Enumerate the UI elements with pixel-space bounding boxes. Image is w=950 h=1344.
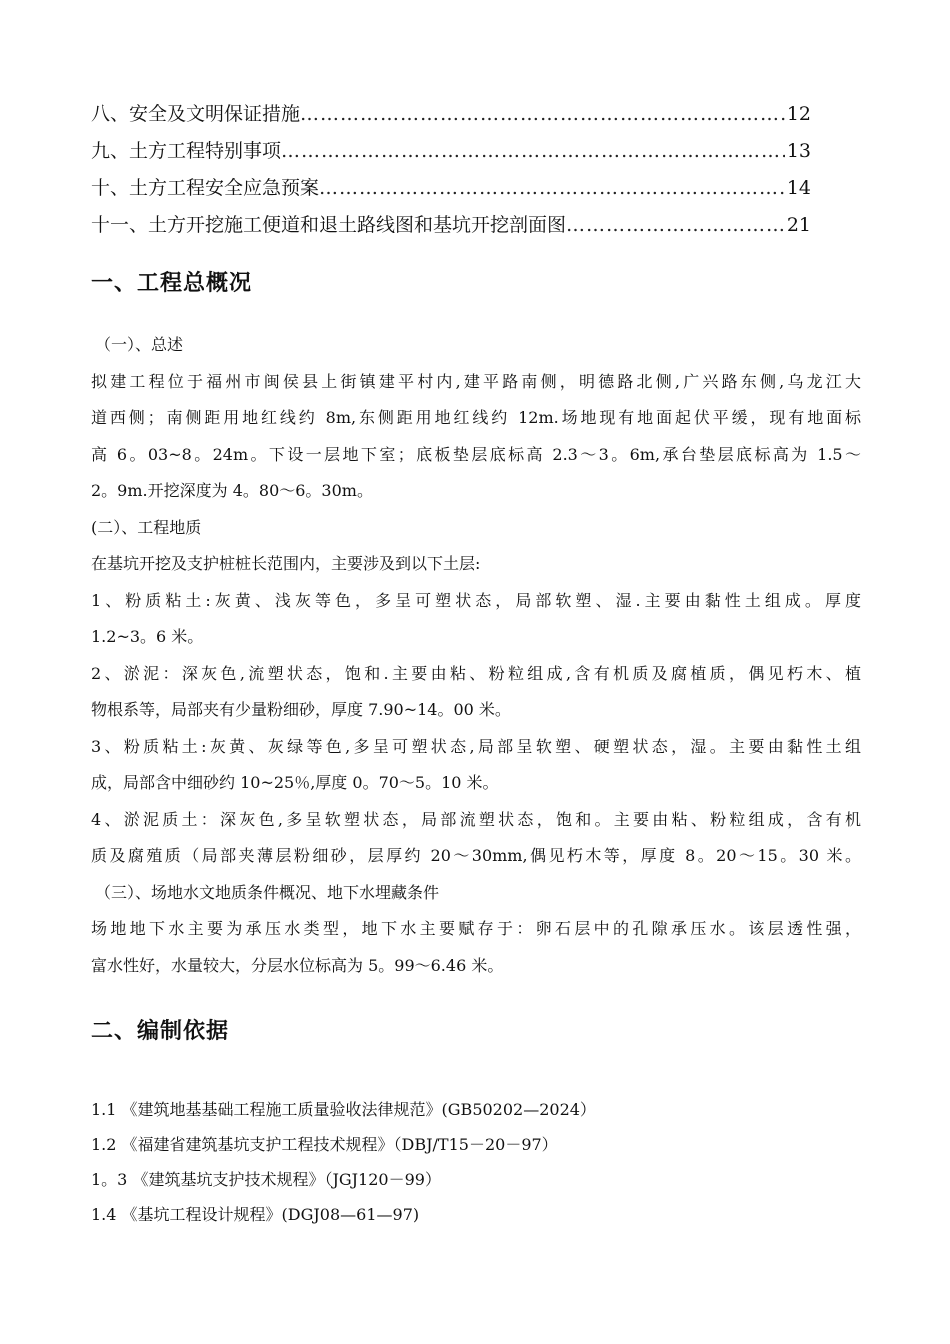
paragraph-line: 3、粉质粘土:灰黄、灰绿等色,多呈可塑状态,局部呈软塑、硬塑状态，湿。主要由黏性土组 bbox=[91, 736, 861, 756]
toc-entry-page: 14 bbox=[786, 177, 811, 199]
subsection-title: （一）、总述 bbox=[95, 335, 184, 354]
paragraph-line: 富水性好，水量较大，分层水位标高为 5。99～6.46 米。 bbox=[91, 955, 504, 975]
paragraph-line: 拟建工程位于福州市闽侯县上街镇建平村内,建平路南侧，明德路北侧,广兴路东侧,乌龙江大 bbox=[91, 371, 861, 391]
toc-entry-title: 八、安全及文明保证措施 bbox=[91, 103, 301, 125]
paragraph-line: 物根系等，局部夹有少量粉细砂，厚度 7.90~14。00 米。 bbox=[91, 700, 511, 719]
section-heading-basis: 二、编制依据 bbox=[91, 1019, 230, 1044]
paragraph-line: 成，局部含中细砂约 10~25％,厚度 0。70～5。10 米。 bbox=[91, 773, 499, 792]
section-body-overview bbox=[91, 327, 861, 984]
reference-list bbox=[91, 1092, 791, 1232]
paragraph-line: 道西侧；南侧距用地红线约 8m,东侧距用地红线约 12m.场地现有地面起伏平缓，现有地面标 bbox=[91, 408, 861, 427]
paragraph-line: 2、淤泥：深灰色,流塑状态，饱和.主要由粘、粉粒组成,含有机质及腐植质，偶见朽木、植 bbox=[91, 663, 861, 683]
toc-entry-title: 十一、土方开挖施工便道和退土路线图和基坑开挖剖面图 bbox=[91, 214, 567, 236]
toc-entry[interactable] bbox=[91, 133, 811, 170]
paragraph-line: 高 6。03~8。24m。下设一层地下室；底板垫层底标高 2.3～3。6m,承台垫层底标高为 1.5～ bbox=[91, 444, 861, 464]
toc-leader-dots bbox=[300, 96, 785, 133]
paragraph-line: 质及腐殖质（局部夹薄层粉细砂，层厚约 20～30mm,偶见朽木等，厚度 8。20～15。30 米。 bbox=[91, 846, 861, 865]
reference-item: 1.4 《基坑工程设计规程》(DGJ08—61—97) bbox=[91, 1205, 420, 1224]
paragraph-line: 1、粉质粘土:灰黄、浅灰等色，多呈可塑状态，局部软塑、湿.主要由黏性土组成。厚度 bbox=[91, 590, 861, 610]
toc-entry[interactable] bbox=[91, 96, 811, 133]
toc-entry[interactable] bbox=[91, 170, 811, 207]
paragraph-line: 在基坑开挖及支护桩桩长范围内，主要涉及到以下土层: bbox=[91, 554, 481, 573]
reference-item: 1.2 《福建省建筑基坑支护工程技术规程》（DBJ/T15－20－97） bbox=[91, 1135, 558, 1154]
subsection-title: (二）、工程地质 bbox=[91, 517, 202, 537]
toc-entry-page: 12 bbox=[786, 103, 811, 125]
toc-entry-page: 13 bbox=[786, 140, 811, 162]
toc-entry-title: 十、土方工程安全应急预案 bbox=[91, 177, 320, 199]
paragraph-line: 2。9m.开挖深度为 4。80～6。30m。 bbox=[91, 481, 373, 500]
table-of-contents bbox=[91, 96, 811, 244]
toc-entry[interactable] bbox=[91, 207, 811, 244]
section-heading-overview: 一、工程总概况 bbox=[91, 271, 253, 296]
toc-leader-dots bbox=[281, 133, 785, 170]
reference-item: 1。3 《建筑基坑支护技术规程》（JGJ120－99） bbox=[91, 1170, 441, 1189]
paragraph-line: 1.2~3。6 米。 bbox=[91, 627, 204, 646]
toc-entry-page: 21 bbox=[786, 214, 811, 236]
toc-entry-title: 九、土方工程特别事项 bbox=[91, 140, 282, 162]
reference-item: 1.1 《建筑地基基础工程施工质量验收法律规范》(GB50202—2024） bbox=[91, 1100, 596, 1119]
toc-leader-dots bbox=[566, 207, 785, 244]
toc-leader-dots bbox=[319, 170, 785, 207]
paragraph-line: 4、淤泥质土：深灰色,多呈软塑状态，局部流塑状态，饱和。主要由粘、粉粒组成，含有机 bbox=[91, 809, 861, 829]
subsection-title: （三）、场地水文地质条件概况、地下水埋藏条件 bbox=[95, 882, 440, 902]
paragraph-line: 场地地下水主要为承压水类型，地下水主要赋存于：卵石层中的孔隙承压水。该层透性强， bbox=[91, 919, 861, 938]
